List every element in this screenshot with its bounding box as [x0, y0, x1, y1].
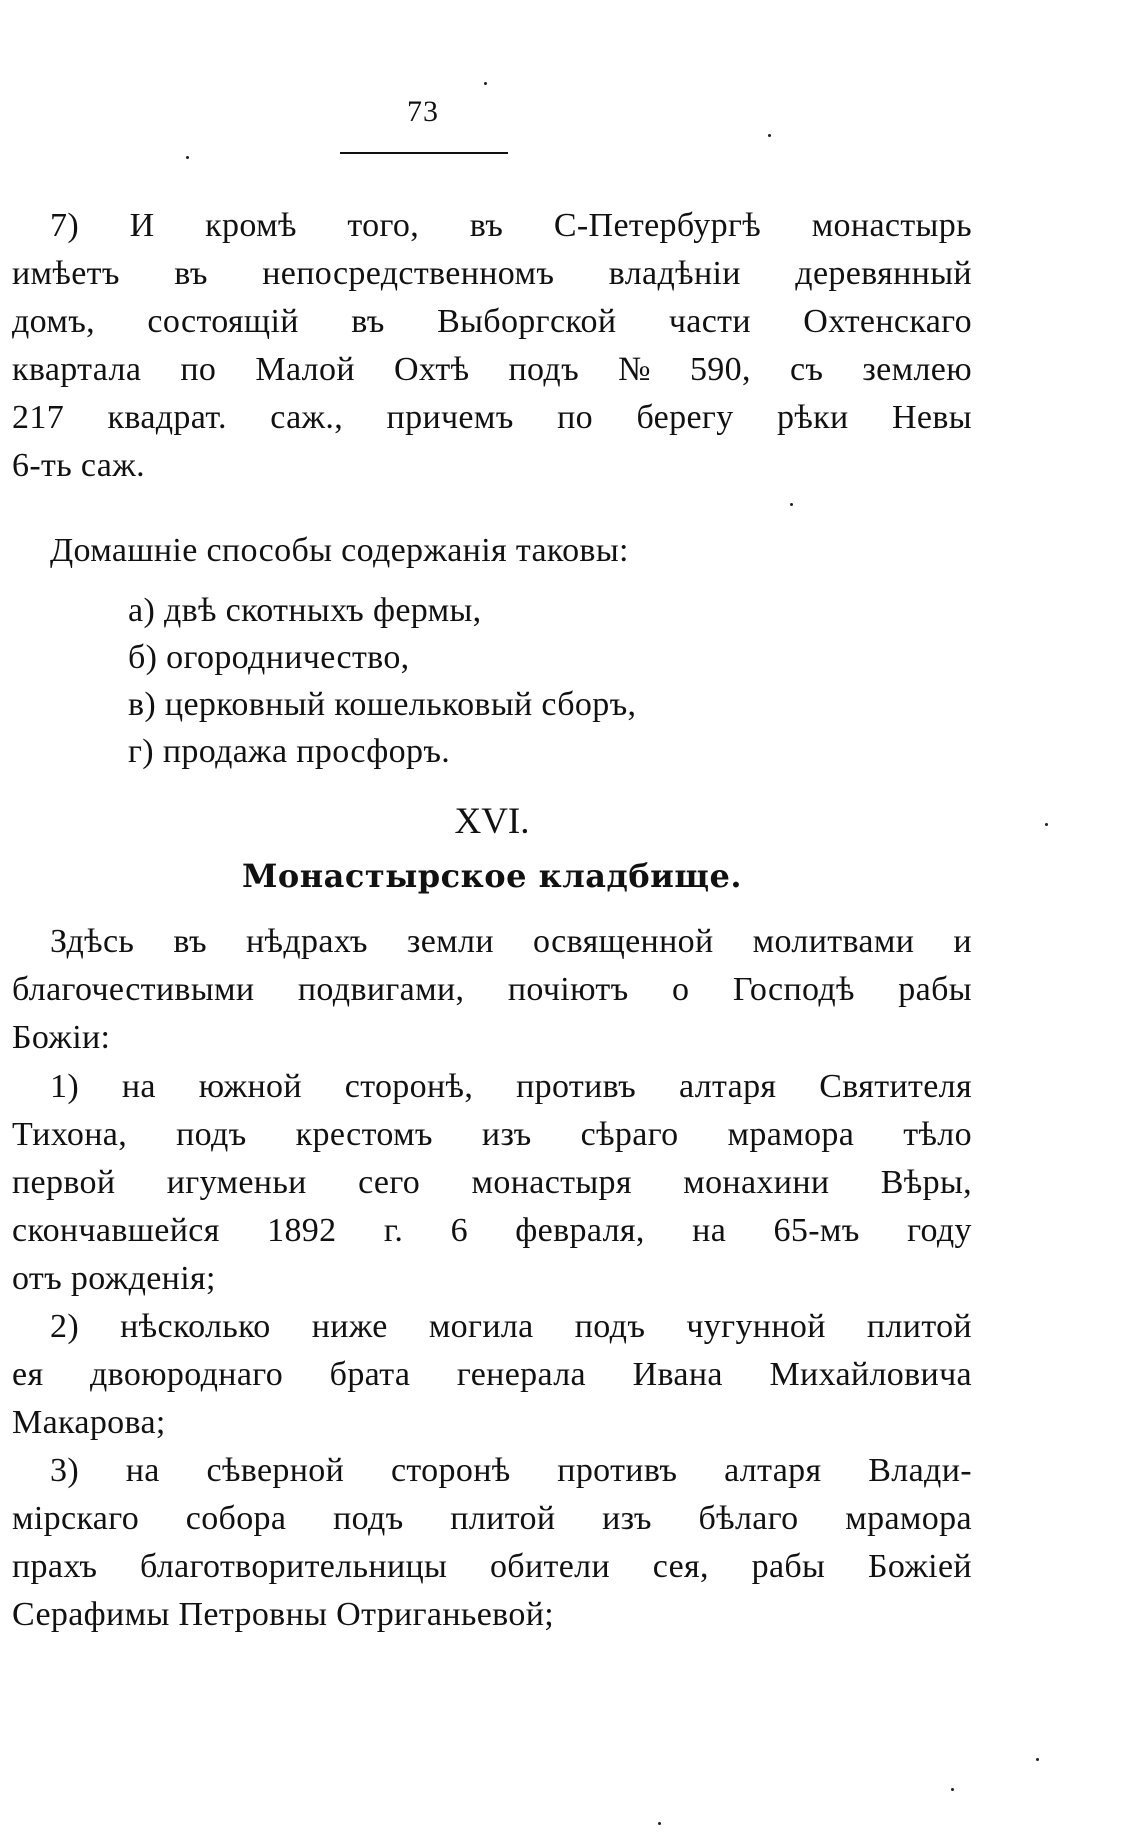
text-line: мірскаго собора подъ плитой изъ бѣлаго мрамора	[12, 1500, 972, 1537]
text-line: Здѣсь въ нѣдрахъ земли освященной молитвами и	[50, 923, 972, 960]
list-item: в) церковный кошельковый сборъ,	[128, 686, 637, 723]
paragraph-grave-1	[12, 1063, 972, 1303]
text-line: первой игуменьи сего монастыря монахини Вѣры,	[12, 1164, 972, 1201]
text-line: 7) И кромѣ того, въ С-Петербургѣ монастырь	[50, 207, 972, 244]
scan-speck	[1045, 823, 1048, 826]
scan-speck	[658, 1822, 661, 1825]
text-line: Тихона, подъ крестомъ изъ сѣраго мрамора тѣло	[12, 1116, 972, 1153]
page-number: 73	[407, 95, 439, 128]
page-number-rule	[340, 152, 508, 154]
paragraph-grave-2	[12, 1303, 972, 1447]
text-line: 217 квадрат. саж., причемъ по берегу рѣки Невы	[12, 399, 972, 436]
text-line: отъ рожденія;	[12, 1260, 216, 1297]
scan-speck	[1036, 1758, 1039, 1761]
text-line: Макарова;	[12, 1404, 166, 1441]
means-heading-block	[12, 527, 972, 575]
text-line: домъ, состоящій въ Выборгской части Охтенскаго	[12, 303, 972, 340]
section-title: Монастырское кладбище.	[241, 857, 743, 895]
text-line: 6-ть саж.	[12, 447, 145, 484]
section-number: XVI.	[454, 801, 530, 842]
paragraph-grave-3	[12, 1447, 972, 1639]
scan-speck	[768, 134, 771, 137]
paragraph-property	[12, 202, 972, 490]
book-page	[12, 0, 972, 1834]
text-line: благочестивыми подвигами, почіютъ о Господѣ рабы	[12, 971, 972, 1008]
scan-speck	[484, 82, 487, 85]
means-heading: Домашніе способы содержанія таковы:	[50, 532, 629, 569]
list-item: г) продажа просфоръ.	[128, 733, 451, 770]
text-line: 2) нѣсколько ниже могила подъ чугунной плитой	[50, 1308, 972, 1345]
paragraph-cemetery-intro	[12, 918, 972, 1062]
text-line: Божіи:	[12, 1019, 111, 1056]
list-item: б) огородничество,	[128, 639, 410, 676]
scan-speck	[951, 1788, 954, 1791]
list-item: а) двѣ скотныхъ фермы,	[128, 592, 482, 629]
text-line: прахъ благотворительницы обители сея, рабы Божіей	[12, 1548, 972, 1585]
text-line: имѣетъ въ непосредственномъ владѣніи деревянный	[12, 255, 972, 292]
text-line: квартала по Малой Охтѣ подъ № 590, съ землею	[12, 351, 972, 388]
text-line: 3) на сѣверной сторонѣ противъ алтаря Влади-	[50, 1452, 972, 1489]
text-line: скончавшейся 1892 г. 6 февраля, на 65-мъ году	[12, 1212, 972, 1249]
text-line: Серафимы Петровны Отриганьевой;	[12, 1596, 555, 1633]
text-line: 1) на южной сторонѣ, противъ алтаря Святителя	[50, 1068, 972, 1105]
text-line: ея двоюроднаго брата генерала Ивана Михайловича	[12, 1356, 972, 1393]
scan-speck	[186, 156, 189, 159]
means-list	[128, 587, 636, 775]
scan-speck	[790, 503, 793, 506]
